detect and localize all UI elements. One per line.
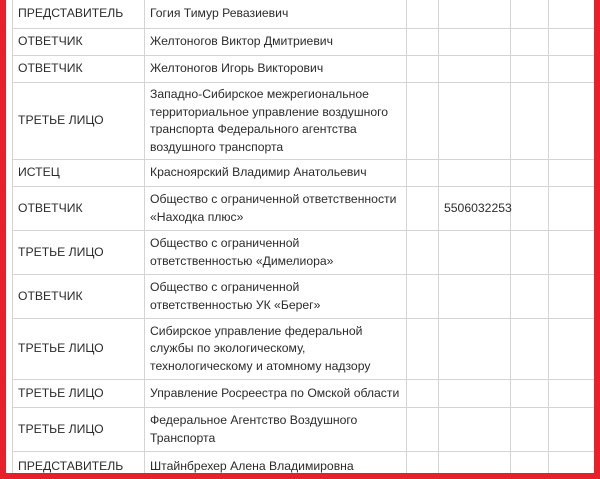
table-row bbox=[13, 231, 600, 275]
table-row bbox=[13, 160, 600, 187]
party-role: ТРЕТЬЕ ЛИЦО bbox=[13, 408, 145, 452]
party-role: ТРЕТЬЕ ЛИЦО bbox=[13, 231, 145, 275]
empty-cell bbox=[511, 187, 549, 231]
party-name: Сибирское управление федеральной службы по экологическому, технологическому и атомному надзору bbox=[145, 319, 407, 380]
table-row bbox=[13, 408, 600, 452]
empty-cell bbox=[511, 275, 549, 319]
empty-cell bbox=[549, 275, 600, 319]
party-name: Общество с ограниченной ответственностью «Димелиора» bbox=[145, 231, 407, 275]
table-row bbox=[13, 29, 600, 56]
empty-cell bbox=[407, 319, 439, 380]
party-name: Желтоногов Игорь Викторович bbox=[145, 56, 407, 83]
empty-cell bbox=[549, 452, 600, 479]
empty-cell bbox=[549, 231, 600, 275]
empty-cell bbox=[407, 231, 439, 275]
empty-cell bbox=[511, 319, 549, 380]
empty-cell bbox=[407, 56, 439, 83]
empty-cell bbox=[511, 0, 549, 29]
party-name: Общество с ограниченной ответственностью УК «Берег» bbox=[145, 275, 407, 319]
party-inn bbox=[439, 408, 511, 452]
party-inn bbox=[439, 275, 511, 319]
party-name: Красноярский Владимир Анатольевич bbox=[145, 160, 407, 187]
table-row bbox=[13, 56, 600, 83]
empty-cell bbox=[407, 275, 439, 319]
table-row bbox=[13, 275, 600, 319]
party-inn bbox=[439, 319, 511, 380]
empty-cell bbox=[407, 160, 439, 187]
empty-cell bbox=[511, 380, 549, 408]
empty-cell bbox=[511, 231, 549, 275]
party-role: ИСТЕЦ bbox=[13, 160, 145, 187]
empty-cell bbox=[407, 452, 439, 479]
party-name: Желтоногов Виктор Дмитриевич bbox=[145, 29, 407, 56]
table-row bbox=[13, 187, 600, 231]
party-name: Западно-Сибирское межрегиональное территориальное управление воздушного транспорта Федерального агентства воздушного транспорта bbox=[145, 83, 407, 160]
party-name: Общество с ограниченной ответственности «Находка плюс» bbox=[145, 187, 407, 231]
case-participants-table bbox=[12, 0, 600, 479]
party-role: ТРЕТЬЕ ЛИЦО bbox=[13, 319, 145, 380]
table-row bbox=[13, 319, 600, 380]
empty-cell bbox=[407, 29, 439, 56]
party-inn bbox=[439, 380, 511, 408]
empty-cell bbox=[549, 83, 600, 160]
empty-cell bbox=[407, 187, 439, 231]
empty-cell bbox=[549, 0, 600, 29]
empty-cell bbox=[407, 408, 439, 452]
empty-cell bbox=[549, 29, 600, 56]
party-inn: 5506032253 bbox=[439, 187, 511, 231]
party-role: ТРЕТЬЕ ЛИЦО bbox=[13, 380, 145, 408]
empty-cell bbox=[511, 452, 549, 479]
table-row bbox=[13, 0, 600, 29]
empty-cell bbox=[549, 160, 600, 187]
party-inn bbox=[439, 231, 511, 275]
party-role: ОТВЕТЧИК bbox=[13, 187, 145, 231]
party-role: ТРЕТЬЕ ЛИЦО bbox=[13, 83, 145, 160]
empty-cell bbox=[549, 408, 600, 452]
party-name: Штайнбрехер Алена Владимировна bbox=[145, 452, 407, 479]
party-name: Управление Росреестра по Омской области bbox=[145, 380, 407, 408]
table-row bbox=[13, 452, 600, 479]
empty-cell bbox=[407, 380, 439, 408]
empty-cell bbox=[511, 29, 549, 56]
empty-cell bbox=[407, 83, 439, 160]
empty-cell bbox=[549, 380, 600, 408]
party-name: Федеральное Агентство Воздушного Транспорта bbox=[145, 408, 407, 452]
party-role: ПРЕДСТАВИТЕЛЬ bbox=[13, 0, 145, 29]
empty-cell bbox=[511, 56, 549, 83]
party-role: ОТВЕТЧИК bbox=[13, 275, 145, 319]
empty-cell bbox=[511, 83, 549, 160]
party-inn bbox=[439, 83, 511, 160]
empty-cell bbox=[511, 160, 549, 187]
empty-cell bbox=[549, 187, 600, 231]
party-role: ОТВЕТЧИК bbox=[13, 29, 145, 56]
table-row bbox=[13, 83, 600, 160]
party-inn bbox=[439, 452, 511, 479]
party-inn bbox=[439, 0, 511, 29]
party-name: Гогия Тимур Ревазиевич bbox=[145, 0, 407, 29]
empty-cell bbox=[511, 408, 549, 452]
party-inn bbox=[439, 29, 511, 56]
party-inn bbox=[439, 160, 511, 187]
party-inn bbox=[439, 56, 511, 83]
party-role: ОТВЕТЧИК bbox=[13, 56, 145, 83]
party-role: ПРЕДСТАВИТЕЛЬ bbox=[13, 452, 145, 479]
empty-cell bbox=[407, 0, 439, 29]
empty-cell bbox=[549, 319, 600, 380]
table-row bbox=[13, 380, 600, 408]
empty-cell bbox=[549, 56, 600, 83]
